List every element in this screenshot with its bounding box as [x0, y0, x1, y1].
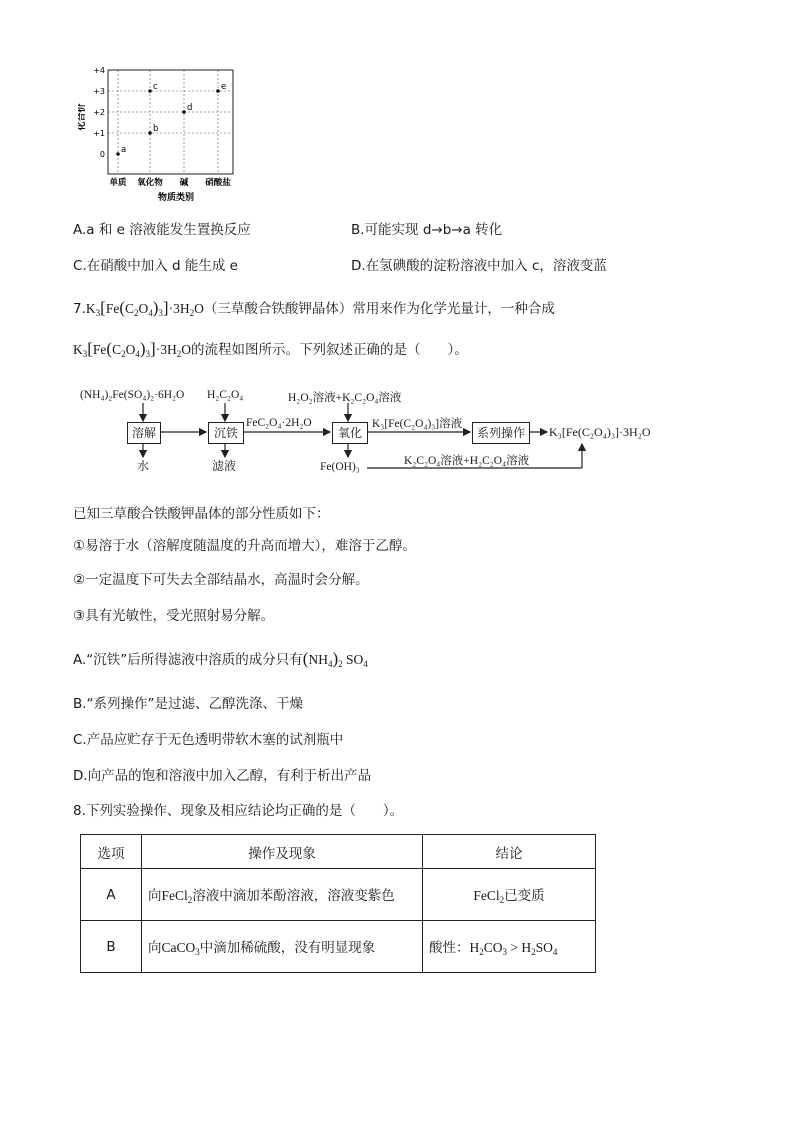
- y-axis-title: 化合价: [78, 103, 87, 131]
- property-2: ②一定温度下可失去全部结晶水，高温时会分解。: [73, 572, 369, 588]
- property-1: ①易溶于水（溶解度随温度的升高而增大），难溶于乙醇。: [73, 538, 416, 554]
- ammonium-sulfate-formula: $(NH_4)_2$ $SO_4$: [302, 649, 368, 669]
- y-tick-label: 0: [99, 150, 105, 159]
- known-intro: 已知三草酸合铁酸钾晶体的部分性质如下：: [73, 506, 330, 522]
- flow-reagent-oxidize: H₂O₂溶液+K₂C₂O₄溶液: [288, 392, 402, 404]
- table-header-row: [81, 835, 596, 869]
- row-a-conclusion: FeCl$_2$已变质: [423, 869, 596, 921]
- flow-box-oxidize: 氧化: [332, 422, 368, 444]
- synthesis-flowchart: [70, 385, 680, 485]
- table-row: [81, 869, 596, 921]
- data-point-label: e: [221, 82, 227, 92]
- y-tick-label: +1: [93, 129, 105, 138]
- flow-return-reagent: K₂C₂O₄溶液+H₂C₂O₄溶液: [404, 455, 530, 467]
- q7-line2: [73, 340, 468, 363]
- table-row: [81, 921, 596, 973]
- row-b-operation: 向CaCO$_3$中滴加稀硫酸，没有明显现象: [142, 921, 423, 973]
- q6-option-b: B.可能实现 d→b→a 转化: [351, 222, 503, 238]
- experiment-table: [80, 834, 596, 973]
- data-point-e: [216, 89, 220, 93]
- q6-option-d: D.在氢碘酸的淀粉溶液中加入 c，溶液变蓝: [351, 258, 607, 274]
- question-number: 7.: [73, 301, 86, 317]
- data-point-c: [148, 89, 152, 93]
- flow-water: 水: [137, 459, 150, 473]
- y-tick-label: +2: [93, 108, 105, 117]
- flow-byproduct: Fe(OH)₃: [320, 461, 360, 473]
- data-point-label: b: [153, 124, 159, 134]
- flow-intermediate: FeC₂O₄·2H₂O: [246, 417, 312, 429]
- flow-solution: K₃[Fe(C₂O₄)₃]溶液: [372, 418, 463, 430]
- data-point-b: [148, 131, 152, 135]
- x-axis-title: 物质类别: [157, 193, 195, 202]
- x-tick-label: 碱: [179, 178, 189, 188]
- flow-product: K₃[Fe(C₂O₄)₃]·3H₂O: [549, 425, 651, 439]
- q7-option-c: C.产品应贮存于无色透明带软木塞的试剂瓶中: [73, 732, 344, 748]
- flow-filtrate: 滤液: [212, 459, 237, 473]
- complex-formula: $K_3[Fe(C_2O_4)_3]\cdot 3H_2O$: [85, 298, 204, 318]
- data-point-label: a: [121, 145, 127, 155]
- x-tick-label: 单质: [109, 178, 127, 188]
- x-tick-label: 硝酸盐: [205, 178, 231, 188]
- row-a-operation: 向FeCl$_2$溶液中滴加苯酚溶液，溶液变紫色: [142, 869, 423, 921]
- valence-category-chart: [78, 62, 248, 206]
- header-conclusion: 结论: [423, 835, 596, 869]
- q7-line2-text: 的流程如图所示。下列叙述正确的是（ ）。: [190, 342, 468, 358]
- flow-box-iron: 沉铁: [208, 422, 244, 444]
- flow-start-reagent: (NH₄)₂Fe(SO₄)₂·6H₂O: [80, 389, 185, 401]
- row-a-option: A: [81, 869, 142, 921]
- chart-svg: [78, 62, 248, 202]
- row-b-option: B: [81, 921, 142, 973]
- q6-option-a: A.a 和 e 溶液能发生置换反应: [73, 222, 251, 238]
- data-point-d: [182, 110, 186, 114]
- q7-option-a: A.“沉铁”后所得滤液中溶质的成分只有$(NH_4)_2$ $SO_4$: [73, 649, 368, 669]
- header-option: 选项: [81, 835, 142, 869]
- y-tick-label: +4: [93, 66, 105, 75]
- q7-line1-text: （三草酸合铁酸钾晶体）常用来作为化学光量计，一种合成: [203, 301, 555, 317]
- flow-reagent-h2c2o4: H₂C₂O₄: [207, 389, 244, 401]
- row-b-conclusion: 酸性：$H_2CO_3 > H_2SO_4$: [423, 921, 596, 973]
- q7-line1: [73, 299, 555, 322]
- plot-frame: [108, 70, 233, 174]
- q7-option-d: D.向产品的饱和溶液中加入乙醇，有利于析出产品: [73, 768, 372, 784]
- q8-question: 8.下列实验操作、现象及相应结论均正确的是（ ）。: [73, 803, 404, 819]
- data-point-label: c: [153, 82, 158, 92]
- data-point-a: [116, 152, 120, 156]
- q7-option-b: B.“系列操作”是过滤、乙醇洗涤、干燥: [73, 696, 304, 712]
- data-point-label: d: [187, 103, 193, 113]
- y-tick-label: +3: [93, 87, 105, 96]
- property-3: ③具有光敏性，受光照射易分解。: [73, 608, 275, 624]
- flow-box-series: 系列操作: [472, 422, 530, 444]
- flow-box-dissolve: 溶解: [127, 422, 161, 444]
- complex-formula: $K_3[Fe(C_2O_4)_3]\cdot 3H_2O$: [73, 339, 191, 359]
- x-tick-label: 氧化物: [137, 178, 163, 188]
- q6-option-c: C.在硝酸中加入 d 能生成 e: [73, 258, 238, 274]
- header-operation: 操作及现象: [142, 835, 423, 869]
